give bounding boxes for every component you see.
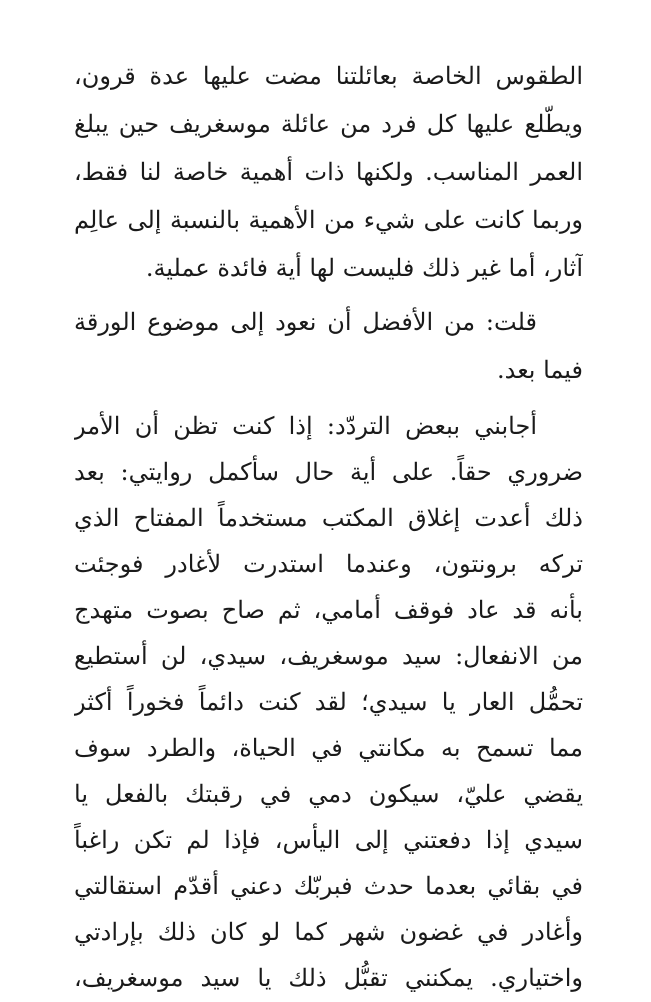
text-line: آثار، أما غير ذلك فليست لها أية فائدة عملية.	[145, 254, 583, 282]
text-line: ويطّلع عليها كل فرد من عائلة موسغريف حين يبلغ	[74, 110, 583, 138]
text-line: مما تسمح به مكانتي في الحياة، والطرد سوف	[74, 734, 583, 762]
text-line: العمر المناسب. ولكنها ذات أهمية خاصة لنا فقط،	[74, 158, 583, 186]
text-line: في بقائي بعدما حدث فبربّك دعني أقدّم استقالتي	[74, 872, 583, 900]
text-line: سيدي إذا دفعتني إلى اليأس، فإذا لم تكن راغباً	[74, 826, 583, 854]
text-line: الطقوس الخاصة بعائلتنا مضت عليها عدة قرون،	[74, 62, 583, 90]
text-line: ذلك أعدت إغلاق المكتب مستخدماً المفتاح الذي	[74, 504, 583, 532]
text-line: تحمُّل العار يا سيدي؛ لقد كنت دائماً فخوراً أكثر	[74, 688, 583, 716]
text-line: أجابني ببعض التردّد: إذا كنت تظن أن الأمر	[74, 412, 537, 440]
text-line: تركه برونتون، وعندما استدرت لأغادر فوجئت	[74, 550, 583, 578]
text-line: بأنه قد عاد فوقف أمامي، ثم صاح بصوت متهدج	[74, 596, 583, 624]
text-line: فيما بعد.	[496, 356, 583, 384]
text-line: من الانفعال: سيد موسغريف، سيدي، لن أستطيع	[74, 642, 583, 670]
text-line: يقضي عليّ، سيكون دمي في رقبتك بالفعل يا	[74, 780, 583, 808]
text-line: وأغادر في غضون شهر كما لو كان ذلك بإرادتي	[74, 918, 583, 946]
text-line: وربما كانت على شيء من الأهمية بالنسبة إلى عالِم	[74, 206, 583, 234]
text-line: ضروري حقاً. على أية حال سأكمل روايتي: بعد	[74, 458, 583, 486]
text-line: واختياري. يمكنني تقبُّل ذلك يا سيد موسغريف،	[74, 964, 583, 992]
text-line: قلت: من الأفضل أن نعود إلى موضوع الورقة	[74, 308, 537, 336]
